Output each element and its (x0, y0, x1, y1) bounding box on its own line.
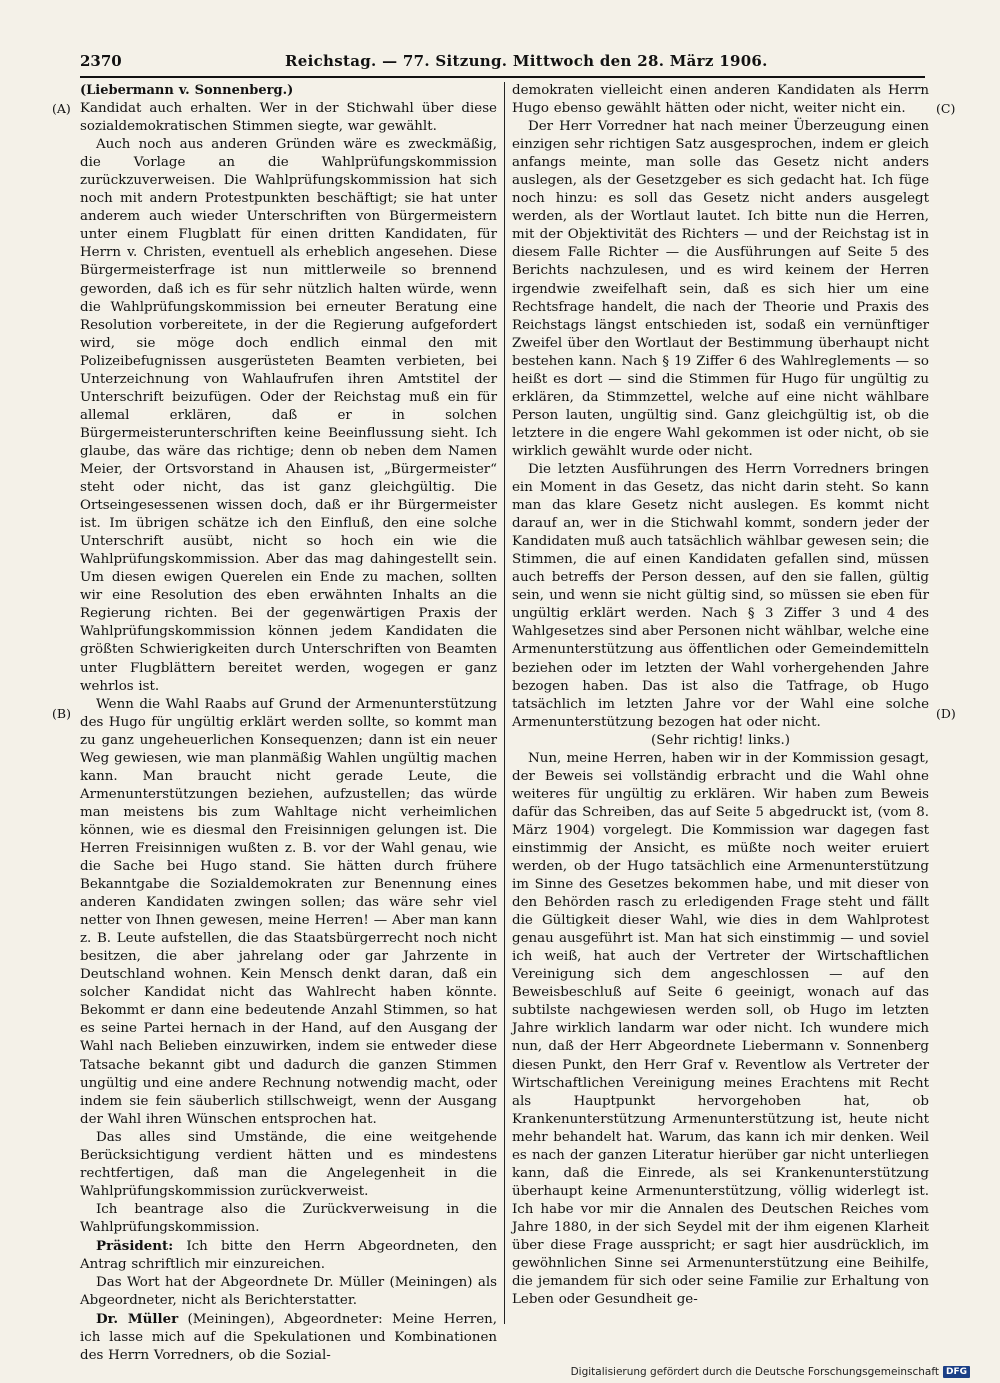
dfg-logo: DFG (943, 1366, 970, 1378)
speaker-text: (Meiningen), Abgeordneter: Meine Herren, ich lasse mich auf die Spekulationen und Kombinationen des Herrn Vorredners, ob die Sozial- (80, 1312, 497, 1364)
paragraph: Der Herr Vorredner hat nach meiner Überzeugung einen einzigen sehr richtigen Satz ausgesprochen, indem er gleich anfangs meinte, man solle das Gesetz nicht anders auslegen, als der Gesetzgeber es sich gedacht hat. Ich füge noch hinzu: es soll das Gesetz nicht anders ausgelegt werden, als der Wortlaut lautet. Ich bitte nun die Herren, mit der Objektivität des Richters — und der Reichstag ist in diesem Falle Richter — die Ausführungen auf Seite 5 des Berichts nachzulesen, und es wird keinem der Herren irgendwie zweifelhaft sein, daß es sich hier um eine Rechtsfrage handelt, die nach der Theorie und Praxis des Reichstags längst entschieden ist, sodaß ein vernünftiger Zweifel über den Wortlaut der Bestimmung überhaupt nicht bestehen kann. Nach § 19 Ziffer 6 des Wahlreglements — so heißt es dort — sind die Stimmen für Hugo für ungültig zu erklären, da Stimmzettel, welche auf eine nicht wählbare Person lauten, ungültig sind. Ganz gleichgültig ist, ob die letztere in die engere Wahl gekommen ist oder nicht, ob sie wirklich gewählt wurde oder nicht. (512, 119, 929, 459)
interjection: (Sehr richtig! links.) (651, 732, 790, 748)
footer-text: Digitalisierung gefördert durch die Deutsche Forschungsgemeinschaft (570, 1366, 939, 1378)
paragraph: Ich beantrage also die Zurückverweisung in die Wahlprüfungskommission. (80, 1201, 497, 1235)
speaker-label: Dr. Müller (96, 1311, 179, 1328)
footer-credit (560, 1366, 970, 1380)
paragraph: Wenn die Wahl Raabs auf Grund der Armenunterstützung des Hugo für ungültig erklärt werden sollte, so kommt man zu ganz ungeheuerlichen Konsequenzen; dann ist ein neuer Weg gewiesen, wie man planmäßig Wahlen ungültig machen kann. Man braucht nicht gerade Leute, die Armenunterstützungen beziehen, aufzustellen; das würde man meistens bis zum Wahltage nicht verheimlichen können, wie es diesmal den Freisinnigen gelungen ist. Die Herren Freisinnigen wußten z. B. vor der Wahl genau, wie die Sache bei Hugo stand. Sie hätten durch frühere Bekanntgabe die Sozialdemokraten zur Benennung eines anderen Kandidaten zwingen sollen; das wäre sehr viel netter von Ihnen gewesen, meine Herren! — Aber man kann z. B. Leute aufstellen, die das Staatsbürgerrecht noch nicht besitzen, die aber jahrelang oder gar Jahrzente in Deutschland wohnen. Kein Mensch denkt daran, daß ein solcher Kandidat nicht das Wahlrecht haben könnte. Bekommt er dann eine bedeutende Anzahl Stimmen, so hat es seine Partei hernach in der Hand, auf den Ausgang der Wahl nach Belieben einzuwirken, indem sie entweder diese Tatsache bekannt gibt und dadurch die ganzen Stimmen ungültig und eine andere Rechnung notwendig macht, oder indem sie fein säuberlich stillschweigt, wenn der Ausgang der Wahl ihren Wünschen entsprochen hat. (80, 696, 497, 1127)
paragraph: Das alles sind Umstände, die eine weitgehende Berücksichtigung verdient hätten und es mindestens rechtfertigen, daß man die Angelegenheit in die Wahlprüfungskommission zurückverweist. (80, 1129, 497, 1199)
paragraph: demokraten vielleicht einen anderen Kandidaten als Herrn Hugo ebenso gewählt hätten oder nicht, weiter nicht ein. (512, 83, 929, 117)
speaker-remark (80, 1310, 497, 1365)
running-title: Reichstag. — 77. Sitzung. Mittwoch den 28. März 1906. (285, 52, 768, 70)
margin-marker-c: (C) (936, 101, 956, 116)
paragraph: Die letzten Ausführungen des Herrn Vorredners bringen ein Moment in das Gesetz, das nicht darin steht. So kann man das klare Gesetz nicht auslegen. Es kommt nicht darauf an, wer in die Stichwahl kommt, sondern jeder der Kandidaten muß auch tatsächlich wählbar gewesen sein; die Stimmen, die auf einen Kandidaten gefallen sind, müssen auch betreffs der Person dessen, auf den sie fallen, gültig sein, und wenn sie nicht gültig sind, so müssen sie eben für ungültig erklärt werden. Nach § 3 Ziffer 3 und 4 des Wahlgesetzes sind aber Personen nicht wählbar, welche eine Armenunterstützung aus öffentlichen oder Gemeindemitteln beziehen oder im letzten der Wahl vorhergehenden Jahre bezogen haben. Das ist also die Tatfrage, ob Hugo tatsächlich im letzten Jahre vor der Wahl eine solche Armenunterstützung bezogen hat oder nicht. (512, 461, 929, 730)
left-column (80, 82, 497, 1365)
paragraph: Das Wort hat der Abgeordnete Dr. Müller (Meiningen) als Abgeordneter, nicht als Berichterstatter. (80, 1275, 497, 1309)
speaker-attribution: (Liebermann v. Sonnenberg.) (80, 83, 294, 98)
president-remark (80, 1237, 497, 1274)
president-label: Präsident: (96, 1238, 174, 1254)
page-number: 2370 (80, 52, 122, 70)
margin-marker-b: (B) (52, 706, 71, 721)
margin-marker-d: (D) (936, 706, 956, 721)
page-header (80, 50, 925, 78)
column-divider (504, 82, 505, 1324)
paragraph: Nun, meine Herren, haben wir in der Kommission gesagt, der Beweis sei vollständig erbracht und die Wahl ohne weiteres für ungültig zu erklären. Wir haben zum Beweis dafür das Schreiben, das auf Seite 5 abgedruckt ist, (vom 8. März 1904) vorgelegt. Die Kommission war dagegen fast einstimmig der Ansicht, es müßte noch weiter eruiert werden, ob der Hugo tatsächlich eine Armenunterstützung im Sinne des Gesetzes bekommen habe, und mit dieser von den Behörden rasch zu erledigenden Frage steht und fällt die Gültigkeit dieser Wahl, wie dies in dem Wahlprotest genau ausgeführt ist. Man hat sich einstimmig — und soviel ich weiß, hat auch der Vertreter der Wirtschaftlichen Vereinigung sich dem angeschlossen — auf den Beweisbeschluß auf Seite 6 geeinigt, wonach auf das subtilste nachgewiesen werden soll, ob Hugo im letzten Jahre wirklich landarm war oder nicht. Ich wundere mich nun, daß der Herr Abgeordnete Liebermann v. Sonnenberg diesen Punkt, den Herr Graf v. Reventlow als Vertreter der Wirtschaftlichen Vereinigung meines Erachtens mit Recht als Hauptpunkt hervorgehoben hat, ob Krankenunterstützung Armenunterstützung ist, heute nicht mehr behandelt hat. Warum, das kann ich mir denken. Weil es nach der ganzen Literatur hierüber gar nicht unterliegen kann, daß die Einrede, als sei Krankenunterstützung überhaupt keine Armenunterstützung, völlig widerlegt ist. Ich habe vor mir die Annalen des Deutschen Reiches vom Jahre 1880, in der sich Seydel mit der ihm eigenen Klarheit über diese Frage ausspricht; er sagt hier ausdrücklich, im gewöhnlichen Sinne sei Armenunterstützung eine Beihilfe, die jemandem für sich oder seine Familie zur Erhaltung von Leben oder Gesundheit ge- (512, 750, 929, 1308)
margin-marker-a: (A) (52, 101, 71, 116)
paragraph: Kandidat auch erhalten. Wer in der Stichwahl über diese sozialdemokratischen Stimmen siegte, war gewählt. (80, 101, 497, 135)
paragraph: Auch noch aus anderen Gründen wäre es zweckmäßig, die Vorlage an die Wahlprüfungskommission zurückzuverweisen. Die Wahlprüfungskommission hat sich noch mit andern Protestpunkten beschäftigt; sie hat unter anderem auch wieder Unterschriften von Bürgermeistern unter einem Flugblatt für einen dritten Kandidaten, für Herrn v. Christen, eventuell als erheblich angesehen. Diese Bürgermeisterfrage ist nun mittlerweile so brennend geworden, daß ich es für sehr nützlich halten würde, wenn die Wahlprüfungskommission bei erneuter Beratung eine Resolution vorbereitete, in der die Regierung aufgefordert wird, sie möge doch endlich einmal den mit Polizeibefugnissen ausgerüsteten Beamten verbieten, bei Unterzeichnung von Wahlaufrufen ihren Amtstitel der Unterschrift beizufügen. Oder der Reichstag muß ein für allemal erklären, daß er in solchen Bürgermeisterunterschriften keine Beeinflussung sieht. Ich glaube, das wäre das richtige; denn ob neben dem Namen Meier, der Ortsvorstand in Ahausen ist, „Bürgermeister“ steht oder nicht, das ist ganz gleichgültig. Die Ortseingesessenen wissen doch, daß er ihr Bürgermeister ist. Im übrigen schätze ich den Einfluß, den eine solche Unterschrift ausübt, nicht so hoch ein wie die Wahlprüfungskommission. Aber das mag dahingestellt sein. Um diesen ewigen Querelen ein Ende zu machen, sollten wir eine Resolution des eben erwähnten Inhalts an die Regierung richten. Bei der gegenwärtigen Praxis der Wahlprüfungskommission können jedem Kandidaten die größten Schwierigkeiten durch Unterschriften von Beamten unter Flugblättern bereitet werden, wogegen er ganz wehrlos ist. (80, 137, 497, 694)
president-text: Ich bitte den Herrn Abgeordneten, den Antrag schriftlich mir einzureichen. (80, 1239, 497, 1273)
right-column (512, 82, 929, 1309)
